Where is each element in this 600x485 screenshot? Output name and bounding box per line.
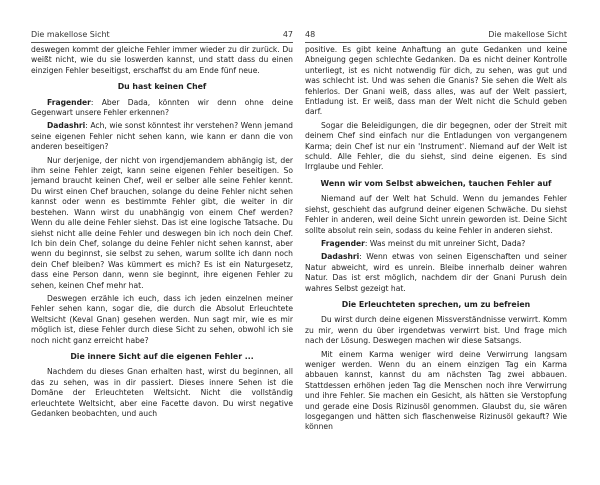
dialogue-paragraph <box>305 239 567 249</box>
section-heading: Die Erleuchteten sprechen, um zu befreien <box>341 299 531 309</box>
dialogue-text: : Ach, wie sonst könntest ihr verstehen? Wenn jemand seine eigenen Fehler nicht sehen kann, wie kann er dann die von anderen beseitigen? <box>31 121 293 152</box>
speaker-name: Fragender <box>321 238 365 248</box>
speaker-name: Fragender <box>47 97 91 107</box>
dialogue-text: : Was meinst du mit unreiner Sicht, Dada? <box>364 238 526 248</box>
page-body <box>305 45 567 475</box>
dialogue-paragraph <box>31 98 293 119</box>
dialogue-text: : Wenn etwas von seinen Eigenschaften und seiner Natur abweicht, wird es unrein. Bleibe innerhalb deiner wahren Natur. Das ist erst möglich, nachdem dir der Gnani Purush dein wahres Selbst gezeigt hat. <box>305 252 567 293</box>
dialogue-text: : Aber Dada, könnten wir denn ohne deine Gegenwart unsere Fehler erkennen? <box>31 97 293 118</box>
speaker-name: Dadashri <box>321 252 360 262</box>
paragraph: Mit einem Karma weniger wird deine Verwirrung langsam weniger werden. Wenn du an einem einzigen Tag ein Karma abbauen kannst, kannst du am nächsten Tag zwei abbauen. Stattdessen erhöhen jeden Tag die Menschen noch ihre Verwirrung und ihre Fehler. Sie machen ein Gesicht, als hätten sie Verstopfung und gerade eine Dosis Rizinusöl genommen. Glaubst du, sie wären losgegangen und hätten sich flaschenweise Rizinusöl gekauft? Wie können <box>305 349 567 432</box>
section-heading: Wenn wir vom Selbst abweichen, tauchen Fehler auf <box>320 178 552 188</box>
paragraph: Sogar die Beleidigungen, die dir begegnen, oder der Streit mit deinem Chef sind einfach nur die Entladungen von vergangenem Karma; dein Chef ist nur ein 'Instrument'. Niemand auf der Welt ist schuld. Alle Fehler, die du siehst, sind deine eigenen. Es sind Irrglaube und Fehler. <box>305 120 567 172</box>
page-body <box>31 45 293 475</box>
page-header <box>305 30 567 43</box>
dialogue-paragraph <box>305 252 567 294</box>
paragraph: Deswegen erzähle ich euch, dass ich jeden einzelnen meiner Fehler sehen kann, sogar die, die durch die Absolut Erleuchtete Weltsicht (Keval Gnan) gesehen werden. Nun sagt mir, wie es mir möglich ist, diese Fehler durch diese Sicht zu sehen, obwohl ich sie noch nicht ganz erreicht habe? <box>31 293 293 345</box>
paragraph: Du wirst durch deine eigenen Missverständnisse verwirrt. Komm zu mir, wenn du über irgendetwas verwirrt bist. Und frage mich nach der Lösung. Deswegen machen wir diese Satsangs. <box>305 315 567 346</box>
paragraph: positive. Es gibt keine Anhaftung an gute Gedanken und keine Abneigung gegen schlechte Gedanken. Da es nicht deiner Kontrolle unterliegt, ist es nicht notwendig für dich, zu sehen, was gut und was schlecht ist. Und was sehen die Gnanis? Sie sehen die Welt als fehlerlos. Der Gnani weiß, dass alles, was auf der Welt passiert, Entladung ist. Er weiß, dass man der Welt nicht die Schuld geben darf. <box>305 45 567 117</box>
speaker-name: Dadashri <box>47 121 86 131</box>
page-header <box>31 30 293 43</box>
running-title: Die makellose Sicht <box>488 30 567 39</box>
right-page <box>305 0 567 485</box>
paragraph: Nur derjenige, der nicht von irgendjemandem abhängig ist, der ihm seine Fehler zeigt, kann seine eigenen Fehler beseitigen. So jemand braucht keinen Chef, weil er selber alle seine Fehler kennt. Du wirst einen Chef brauchen, solange du deine Fehler nicht sehen kannst oder wenn es bestimmte Fehler gibt, die weiter in dir bestehen. Wann wirst du unabhängig von einem Chef werden? Wenn du alle deine Fehler siehst. Das ist eine logische Tatsache. Du siehst nicht alle deine Fehler und deswegen bin ich noch dein Chef. Ich bin dein Chef, solange du deine Fehler nicht sehen kannst, aber wenn du beginnst, sie selbst zu sehen, warum sollte ich dann noch dein Chef bleiben? Was kümmert es mich? Es ist ein Naturgesetz, dass eine Person dann, wenn sie beginnt, ihre eigenen Fehler zu sehen, keinen Chef mehr hat. <box>31 155 293 290</box>
section-heading: Die innere Sicht auf die eigenen Fehler ... <box>70 351 254 361</box>
page-number: 48 <box>305 30 316 39</box>
page-number: 47 <box>282 30 293 39</box>
paragraph: Nachdem du dieses Gnan erhalten hast, wirst du beginnen, all das zu sehen, was in dir passiert. Dieses innere Sehen ist die Domäne der Erleuchteten Weltsicht. Nicht die vollständig erleuchtete Weltsicht, aber eine Facette davon. Du wirst negative Gedanken beobachten, und auch <box>31 367 293 418</box>
paragraph: Niemand auf der Welt hat Schuld. Wenn du jemandes Fehler siehst, geschieht das aufgrund deiner eigenen Schwäche. Du siehst Fehler in anderen, weil deine Sicht unrein geworden ist. Deine Sicht sollte absolut rein sein, sodass du keine Fehler in anderen siehst. <box>305 194 567 235</box>
left-page <box>31 0 293 485</box>
running-title: Die makellose Sicht <box>31 30 110 39</box>
section-heading: Du hast keinen Chef <box>117 82 207 92</box>
paragraph: deswegen kommt der gleiche Fehler immer wieder zu dir zurück. Du weißt nicht, wie du sie loswerden kannst, und statt dass du einen einzigen Fehler beseitigst, erschaffst du am Ende fünf neue. <box>31 45 293 75</box>
dialogue-paragraph <box>31 121 293 152</box>
